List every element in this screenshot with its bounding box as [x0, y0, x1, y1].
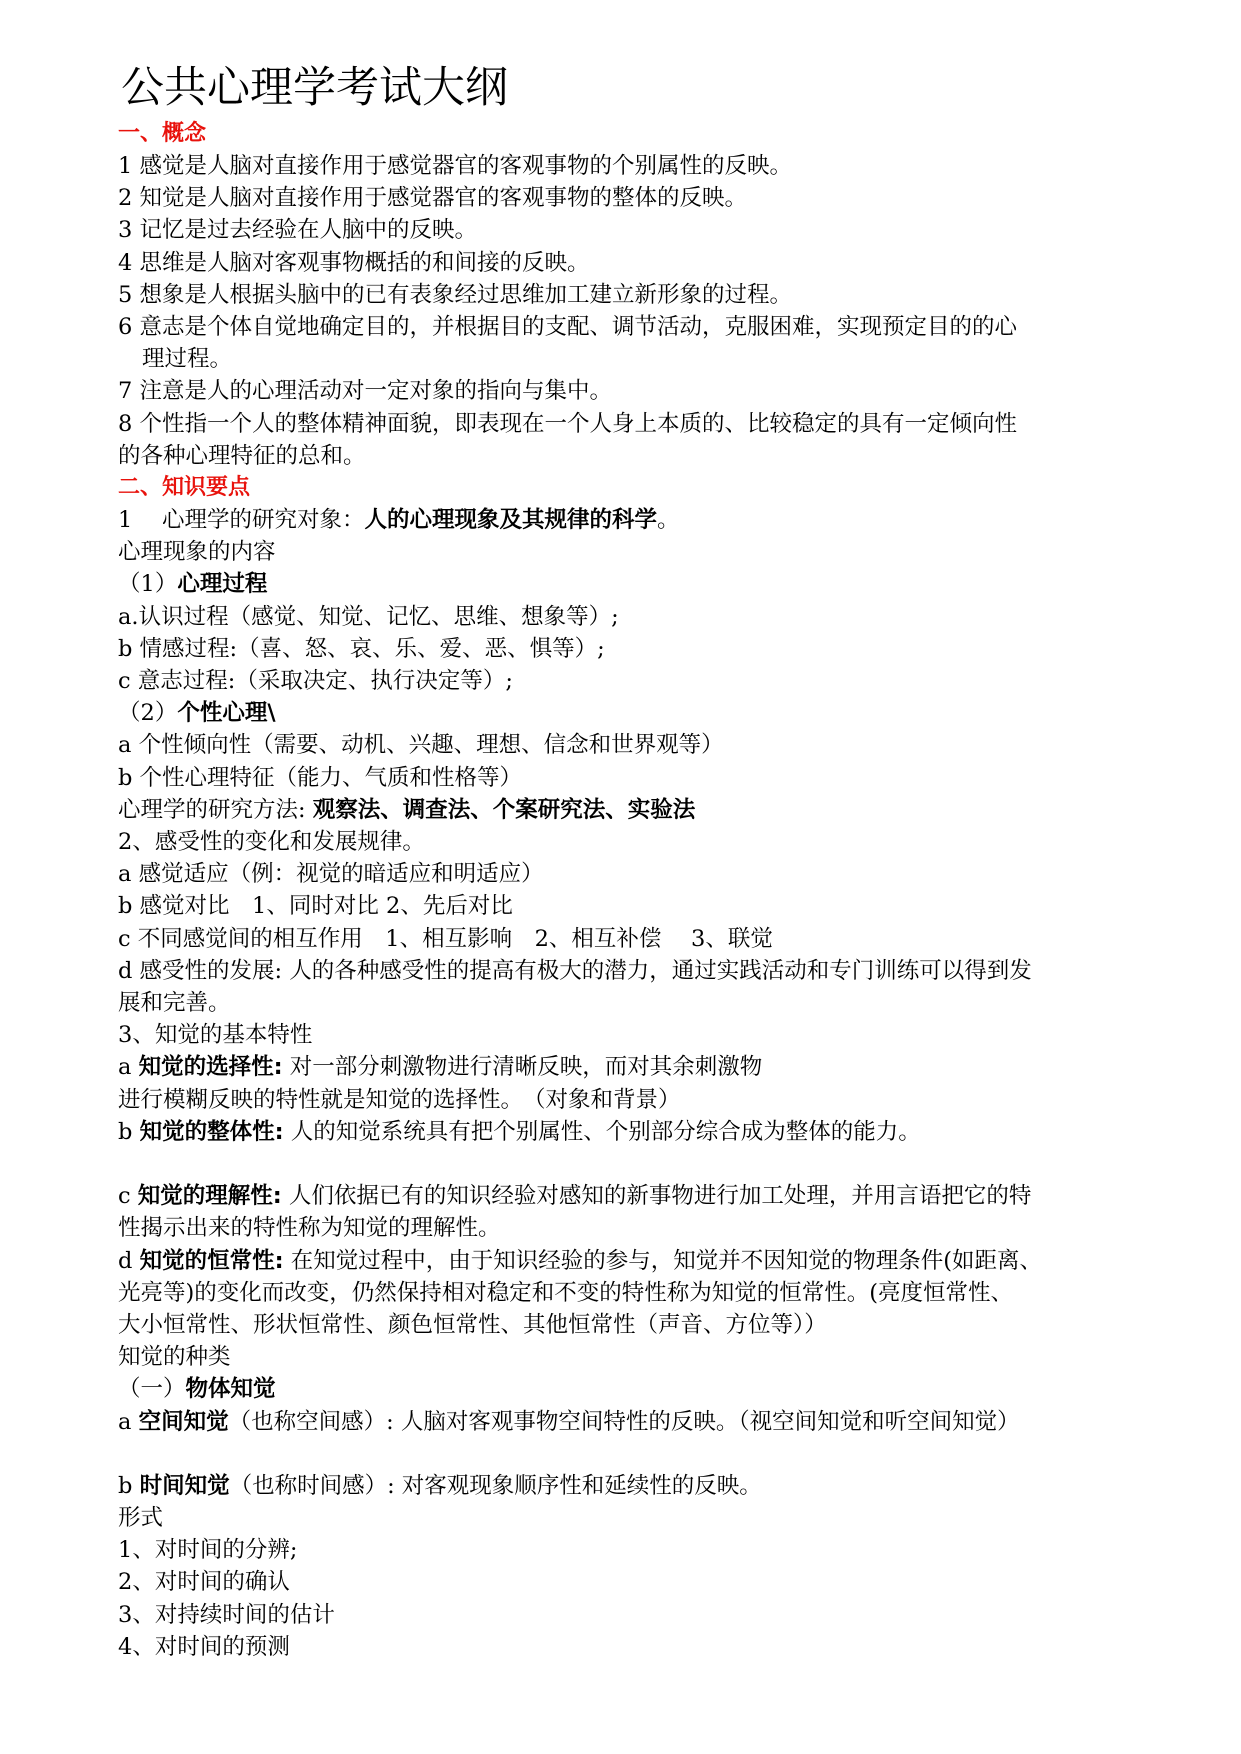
- text: d: [118, 1247, 140, 1274]
- group-heading: [118, 1373, 1138, 1405]
- text: （1）: [118, 571, 178, 598]
- list-item: [118, 1051, 1138, 1083]
- section-heading-concepts: 一、概念: [118, 121, 207, 146]
- list-item: [118, 1470, 1138, 1502]
- text: （也称空间感）: 人脑对客观事物空间特性的反映。（视空间知觉和听空间知觉）: [228, 1408, 1020, 1435]
- list-item-cont: 展和完善。: [118, 990, 231, 1017]
- bold-text: 时间知觉: [139, 1472, 230, 1499]
- section-heading-key-points: 二、知识要点: [118, 475, 251, 501]
- bold-text: 个性心理\: [177, 700, 276, 727]
- research-methods: [118, 794, 1138, 826]
- blank-line: [118, 1148, 1138, 1180]
- list-item: d 感受性的发展: 人的各种感受性的提高有极大的潜力，通过实践活动和专门训练可以得到发: [118, 957, 1032, 984]
- list-item-cont: 性揭示出来的特性称为知觉的理解性。: [118, 1215, 501, 1242]
- document-page: [118, 58, 1138, 1663]
- bold-text: 知觉的整体性:: [139, 1118, 284, 1145]
- text: b: [118, 1118, 140, 1145]
- text: 人们依据已有的知识经验对感知的新事物进行加工处理，并用言语把它的特: [281, 1183, 1032, 1210]
- concept-item: 4 思维是人脑对客观事物概括的和间接的反映。: [118, 249, 590, 276]
- concept-item: 1 感觉是人脑对直接作用于感觉器官的客观事物的个别属性的反映。: [118, 153, 792, 179]
- subheading: 知觉的种类: [118, 1344, 231, 1371]
- list-item: [118, 1406, 1138, 1438]
- text: 1 心理学的研究对象：: [118, 507, 365, 534]
- subheading: 2、感受性的变化和发展规律。: [118, 829, 425, 856]
- group-heading: [118, 697, 1138, 729]
- bold-text: 知觉的选择性:: [138, 1054, 283, 1081]
- list-item: b 个性心理特征（能力、气质和性格等）: [118, 764, 523, 791]
- list-item: 4、对时间的预测: [118, 1633, 290, 1660]
- subheading: 形式: [118, 1504, 164, 1531]
- concept-item: 6 意志是个体自觉地确定目的，并根据目的支配、调节活动，克服困难，实现预定目的的心: [118, 314, 1017, 341]
- list-item: b 感觉对比 1、同时对比 2、先后对比: [118, 893, 513, 920]
- bold-text: 知觉的恒常性:: [139, 1247, 284, 1274]
- concept-item-cont: 的各种心理特征的总和。: [118, 442, 366, 469]
- key-point-1: [118, 504, 1138, 536]
- list-item: [118, 1116, 1138, 1148]
- text: （也称时间感）: 对客观现象顺序性和延续性的反映。: [229, 1472, 762, 1499]
- text: （一）: [118, 1376, 186, 1403]
- text: a: [118, 1054, 139, 1081]
- bold-text: 空间知觉: [138, 1408, 229, 1435]
- list-item: c 不同感觉间的相互作用 1、相互影响 2、相互补偿 3、联觉: [118, 925, 773, 952]
- bold-text: 知觉的理解性:: [137, 1183, 282, 1210]
- list-item-cont: 进行模糊反映的特性就是知觉的选择性。 （对象和背景）: [118, 1086, 681, 1113]
- list-item: 1、对时间的分辨;: [118, 1537, 298, 1564]
- concept-item: 2 知觉是人脑对直接作用于感觉器官的客观事物的整体的反映。: [118, 185, 747, 212]
- text: 心理学的研究方法:: [118, 796, 313, 823]
- text: 人的知觉系统具有把个别属性、个别部分综合成为整体的能力。: [283, 1118, 921, 1145]
- bold-text: 观察法、调查法、个案研究法、实验法: [312, 796, 696, 823]
- list-item: a 个性倾向性（需要、动机、兴趣、理想、信念和世界观等）: [118, 732, 724, 759]
- list-item-cont: 大小恒常性、形状恒常性、颜色恒常性、其他恒常性（声音、方位等））: [118, 1311, 827, 1338]
- text: 对一部分刺激物进行清晰反映，而对其余刺激物: [282, 1054, 763, 1081]
- text: c: [118, 1183, 138, 1210]
- blank-line: [118, 1438, 1138, 1470]
- bold-text: 人的心理现象及其规律的科学: [364, 507, 657, 534]
- document-title: 公共心理学考试大纲: [121, 63, 508, 113]
- concept-item: 7 注意是人的心理活动对一定对象的指向与集中。: [118, 378, 612, 405]
- concept-item: 8 个性指一个人的整体精神面貌，即表现在一个人身上本质的、比较稳定的具有一定倾向性: [118, 410, 1017, 437]
- subheading: 3、知觉的基本特性: [118, 1022, 313, 1049]
- group-heading: [118, 568, 1138, 600]
- list-item-cont: 光亮等)的变化而改变，仍然保持相对稳定和不变的特性称为知觉的恒常性。(亮度恒常性、: [118, 1279, 1014, 1306]
- text: 在知觉过程中，由于知识经验的参与，知觉并不因知觉的物理条件(如距离、: [283, 1247, 1042, 1274]
- list-item: 2、对时间的确认: [118, 1569, 290, 1596]
- text: a: [118, 1408, 139, 1435]
- text: （2）: [118, 700, 178, 727]
- list-item: [118, 1180, 1138, 1212]
- list-item: b 情感过程:（喜、怒、哀、乐、爱、恶、惧等）;: [118, 635, 605, 662]
- list-item: [118, 1245, 1138, 1277]
- bold-text: 心理过程: [177, 571, 268, 598]
- list-item: a.认识过程（感觉、知觉、记忆、思维、想象等）;: [118, 603, 619, 630]
- list-item: c 意志过程:（采取决定、执行决定等）;: [118, 668, 513, 695]
- text: b: [118, 1472, 140, 1499]
- list-item: a 感觉适应（例：视觉的暗适应和明适应）: [118, 861, 544, 888]
- concept-item-cont: 理过程。: [142, 346, 233, 373]
- text: 。: [656, 507, 680, 534]
- concept-item: 3 记忆是过去经验在人脑中的反映。: [118, 217, 477, 244]
- subheading: 心理现象的内容: [118, 539, 276, 566]
- concept-item: 5 想象是人根据头脑中的已有表象经过思维加工建立新形象的过程。: [118, 281, 792, 308]
- list-item: 3、对持续时间的估计: [118, 1601, 335, 1628]
- bold-text: 物体知觉: [185, 1376, 276, 1403]
